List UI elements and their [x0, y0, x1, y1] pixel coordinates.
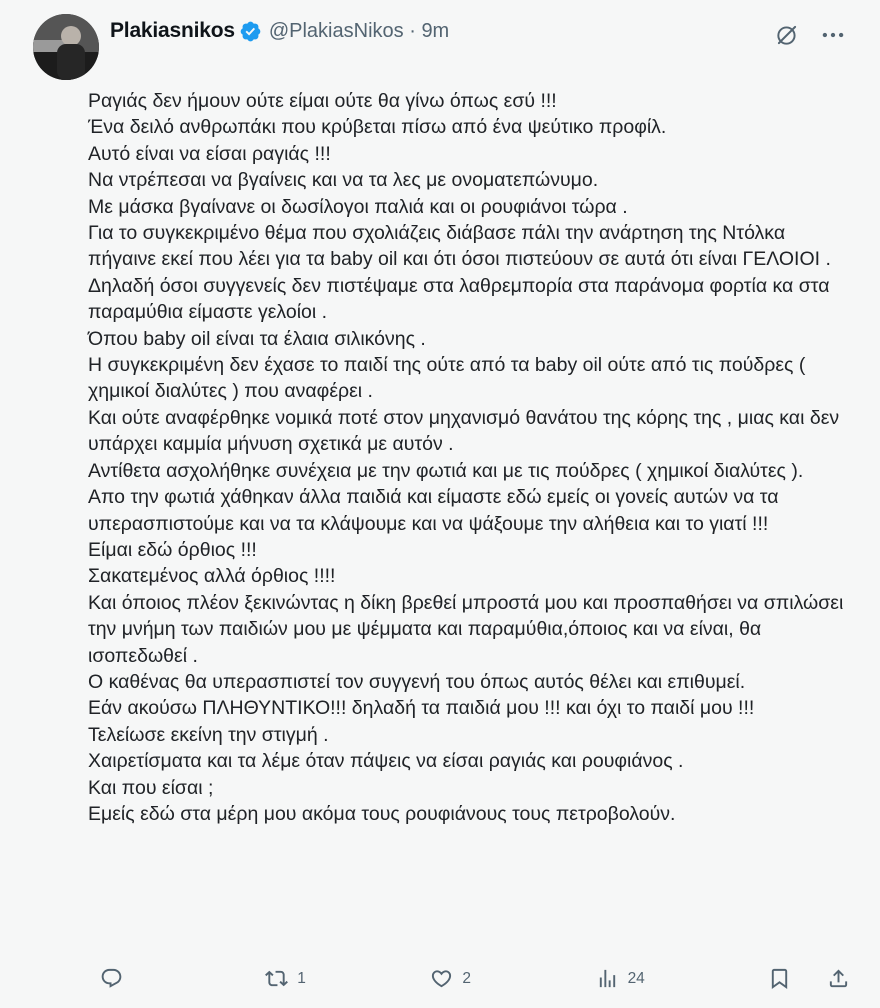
bookmark-icon: [768, 967, 791, 990]
tweet-line: Είμαι εδώ όρθιος !!!: [88, 538, 257, 561]
dot-separator: ·: [409, 19, 416, 42]
repost-icon: [265, 967, 288, 990]
tweet-header: [33, 14, 846, 80]
header-icons: [774, 14, 846, 48]
tweet-line: Χαιρετίσματα και τα λέμε όταν πάψεις να είσαι ραγιάς και ρουφιάνος .: [88, 750, 684, 773]
display-name[interactable]: Plakiasnikos: [110, 19, 235, 42]
reply-icon: [100, 967, 123, 990]
like-heart-icon: [430, 967, 453, 990]
avatar[interactable]: [33, 14, 99, 80]
tweet-line: Να ντρέπεσαι να βγαίνεις και να τα λες με ονοματεπώνυμο.: [88, 169, 599, 192]
tweet-line: Αντίθετα ασχολήθηκε συνέχεια με την φωτιά και με τις πούδρες ( χημικοί διαλύτες ).: [88, 459, 804, 482]
tweet-line: Απο την φωτιά χάθηκαν άλλα παιδιά και είμαστε εδώ εμείς οι γονείς αυτών να τα υπερασπιστούμε και να τα κλάψουμε και να ψάξουμε την αλήθεια και το γιατί !!!: [88, 486, 779, 535]
tweet-line: Τελείωσε εκείνη την στιγμή .: [88, 723, 329, 746]
tweet-line: Εμείς εδώ στα μέρη μου ακόμα τους ρουφιάνους τους πετροβολούν.: [88, 802, 676, 825]
repost-count: 1: [297, 969, 306, 987]
more-ellipsis-icon[interactable]: [820, 22, 846, 48]
reply-button[interactable]: [100, 967, 142, 990]
share-button[interactable]: [827, 967, 850, 990]
tweet-text: [88, 88, 846, 827]
tweet-line: Ο καθένας θα υπερασπιστεί τον συγγενή του όπως αυτός θέλει και επιθυμεί.: [88, 670, 746, 693]
tweet-line: Για το συγκεκριμένο θέμα που σχολιάζεις διάβασε πάλι την ανάρτηση της Ντόλκα πήγαινε εκεί που λέει για τα baby oil και ότι όσοι πιστεύουν σε αυτά ότι είναι ΓΕΛΟΙΟΙ .: [88, 222, 831, 271]
tweet-line: Ένα δειλό ανθρωπάκι που κρύβεται πίσω από ένα ψεύτικο προφίλ.: [88, 116, 667, 139]
tweet-line: Και όποιος πλέον ξεκινώντας η δίκη βρεθεί μπροστά μου και προσπαθήσει να σπιλώσει την μνήμη των παιδιών μου με ψέμματα και παραμύθια,όποιος και να είναι, θα ισοπεδωθεί .: [88, 591, 844, 667]
handle[interactable]: @PlakiasNikos: [268, 19, 404, 42]
tweet-line: Ραγιάς δεν ήμουν ούτε είμαι ούτε θα γίνω όπως εσύ !!!: [88, 90, 557, 112]
repost-button[interactable]: [265, 967, 307, 990]
tweet-line: Η συγκεκριμένη δεν έχασε το παιδί της ούτε από τα baby oil ούτε από τις πούδρες ( χημικοί διαλύτες ) που αναφέρει .: [88, 354, 806, 403]
handle-and-time: [269, 20, 449, 43]
tweet-line: Με μάσκα βγαίνανε οι δωσίλογοι παλιά και οι ρουφιάνοι τώρα .: [88, 195, 628, 218]
share-icon: [827, 967, 850, 990]
bookmark-share-group: [768, 967, 850, 990]
avatar-photo: [33, 14, 99, 80]
like-button[interactable]: [430, 967, 472, 990]
bookmark-button[interactable]: [768, 967, 791, 990]
views-button[interactable]: [596, 967, 645, 990]
tweet-line: Δηλαδή όσοι συγγενείς δεν πιστέψαμε στα λαθρεμπορία στα παράνομα φορτία κα στα παραμύθια είμαστε γελοίοι .: [88, 274, 830, 324]
name-block: [110, 14, 449, 43]
views-chart-icon: [596, 967, 619, 990]
like-count: 2: [462, 969, 471, 987]
tweet-action-bar: [100, 967, 850, 990]
tweet-line: Όπου baby oil είναι τα έλαια σιλικόνης .: [88, 327, 426, 350]
tweet-line: Και ούτε αναφέρθηκε νομικά ποτέ στον μηχανισμό θανάτου της κόρης της , μιας και δεν υπάρχει καμμία μήνυση σχετικά με αυτόν .: [88, 406, 840, 456]
timestamp[interactable]: 9m: [421, 19, 450, 42]
views-count: 24: [627, 969, 645, 987]
tweet-line: Και που είσαι ;: [88, 776, 214, 799]
grok-icon[interactable]: [774, 22, 800, 48]
tweet-line: Εάν ακούσω ΠΛΗΘΥΝΤΙΚΟ!!! δηλαδή τα παιδιά μου !!! και όχι το παιδί μου !!!: [88, 697, 755, 720]
verified-badge-icon: [239, 20, 262, 43]
tweet-line: Αυτό είναι να είσαι ραγιάς !!!: [88, 142, 331, 165]
tweet-line: Σακατεμένος αλλά όρθιος !!!!: [88, 565, 336, 588]
